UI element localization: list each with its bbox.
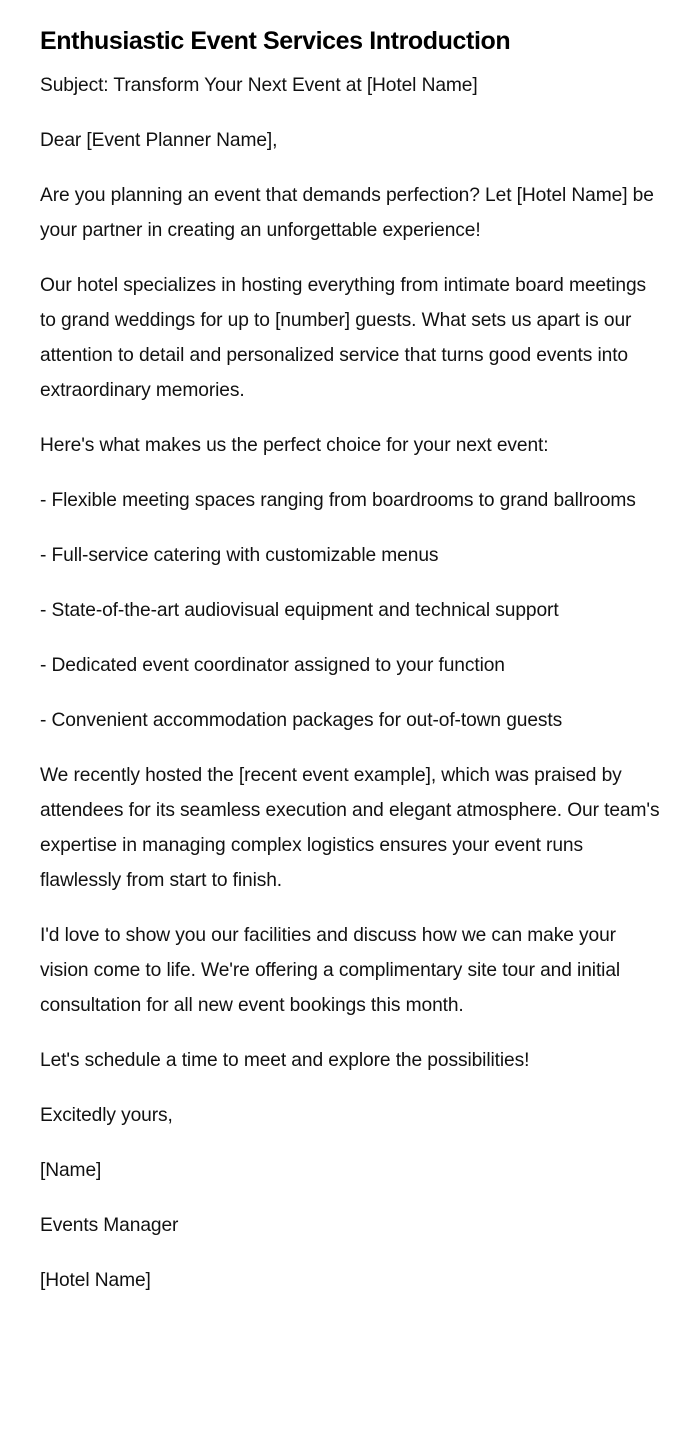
document-title: Enthusiastic Event Services Introduction: [40, 27, 511, 55]
feature-list-item: - Flexible meeting spaces ranging from boardrooms to grand ballrooms: [40, 490, 636, 511]
call-to-action: Let's schedule a time to meet and explore the possibilities!: [40, 1050, 530, 1071]
list-intro-paragraph: Here's what makes us the perfect choice for your next event:: [40, 435, 549, 456]
signature-name: [Name]: [40, 1160, 102, 1181]
services-paragraph: Our hotel specializes in hosting everything from intimate board meetings to grand weddings for up to [number] guests. What sets us apart is our attention to detail and personalized service that turns good events into extraordinary memories.: [40, 275, 647, 401]
subject-line: Subject: Transform Your Next Event at [Hotel Name]: [40, 75, 478, 96]
intro-paragraph: Are you planning an event that demands perfection? Let [Hotel Name] be your partner in creating an unforgettable experience!: [40, 185, 654, 241]
offer-paragraph: I'd love to show you our facilities and discuss how we can make your vision come to life. We're offering a complimentary site tour and initial consultation for all new event bookings this month.: [40, 925, 621, 1016]
feature-list-item: - State-of-the-art audiovisual equipment and technical support: [40, 600, 559, 621]
signature-role: Events Manager: [40, 1215, 179, 1236]
feature-list-item: - Full-service catering with customizable menus: [40, 545, 439, 566]
feature-list-item: - Convenient accommodation packages for out-of-town guests: [40, 710, 563, 731]
signoff: Excitedly yours,: [40, 1105, 173, 1126]
salutation: Dear [Event Planner Name],: [40, 130, 278, 151]
signature-hotel: [Hotel Name]: [40, 1270, 151, 1291]
feature-list: [40, 483, 660, 738]
recent-event-paragraph: We recently hosted the [recent event example], which was praised by attendees for its seamless execution and elegant atmosphere. Our team's expertise in managing complex logistics ensures your event runs flawlessly from start to finish.: [40, 765, 660, 891]
feature-list-item: - Dedicated event coordinator assigned to your function: [40, 655, 505, 676]
